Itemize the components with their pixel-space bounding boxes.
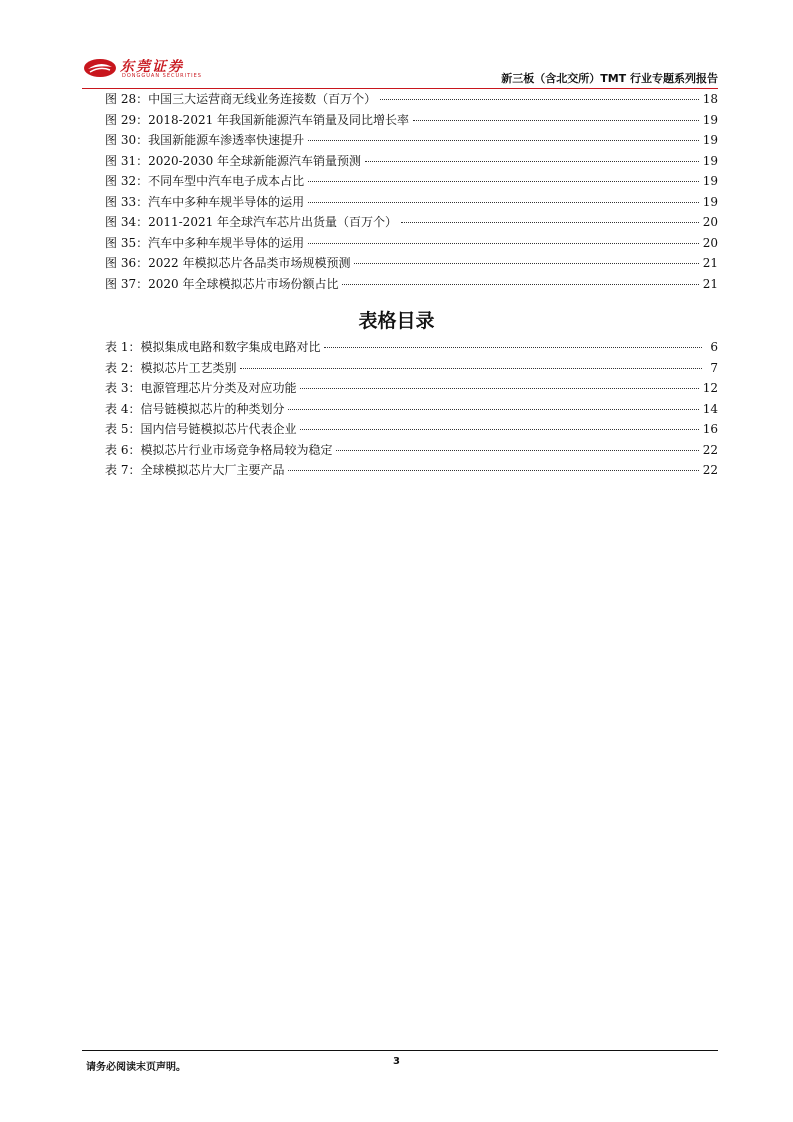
dot-leader (288, 409, 698, 410)
brand-logo-icon (82, 56, 118, 80)
figure-entry-label: 图 35：汽车中多种车规半导体的运用 (105, 235, 305, 250)
table-list (105, 338, 718, 482)
table-entry-label: 表 1：模拟集成电路和数字集成电路对比 (105, 340, 321, 354)
figure-entry-page: 20 (702, 235, 718, 250)
figure-entry-page: 19 (702, 133, 718, 147)
figure-entry-page: 20 (702, 215, 718, 229)
figure-entry[interactable] (105, 254, 718, 275)
table-entry-page: 12 (702, 381, 718, 395)
figure-entry[interactable] (105, 275, 718, 296)
figure-entry[interactable] (105, 193, 718, 214)
table-entry[interactable] (105, 359, 718, 380)
figure-entry[interactable] (105, 90, 718, 111)
dot-leader (308, 243, 699, 244)
disclaimer-note: 请务必阅读末页声明。 (86, 1062, 186, 1073)
table-entry[interactable] (105, 400, 718, 421)
table-list-title: 表格目录 (358, 310, 435, 332)
dot-leader (300, 429, 698, 430)
table-entry-label: 表 6：模拟芯片行业市场竞争格局较为稳定 (105, 442, 333, 457)
header-divider (82, 88, 718, 89)
dot-leader (240, 368, 702, 369)
figure-entry-label: 图 36：2022 年模拟芯片各品类市场规模预测 (105, 256, 351, 270)
figure-entry-label: 图 31：2020-2030 年全球新能源汽车销量预测 (105, 153, 362, 168)
footer-divider (82, 1050, 718, 1051)
dot-leader (401, 222, 699, 223)
figure-entry-label: 图 32：不同车型中汽车电子成本占比 (105, 174, 305, 188)
dot-leader (308, 140, 699, 141)
page-header (82, 56, 718, 88)
figure-entry-page: 21 (702, 256, 718, 270)
figure-entry-label: 图 30：我国新能源车渗透率快速提升 (105, 133, 305, 147)
figure-entry-label: 图 33：汽车中多种车规半导体的运用 (105, 194, 305, 209)
table-entry[interactable] (105, 338, 718, 359)
figure-entry-label: 图 29：2018-2021 年我国新能源汽车销量及同比增长率 (105, 112, 410, 127)
table-entry-page: 7 (710, 360, 718, 375)
brand-name: 东莞证券 (120, 59, 184, 75)
dot-leader (308, 202, 699, 203)
figure-entry-page: 19 (702, 153, 718, 168)
brand-sub: DONGGUAN SECURITIES (122, 73, 202, 79)
figure-list (105, 90, 718, 295)
dot-leader (413, 120, 699, 121)
table-entry[interactable] (105, 441, 718, 462)
table-entry[interactable] (105, 420, 718, 441)
dot-leader (336, 450, 698, 451)
dot-leader (380, 99, 699, 100)
figure-entry[interactable] (105, 131, 718, 152)
table-entry[interactable] (105, 461, 718, 482)
figure-entry[interactable] (105, 111, 718, 132)
figure-entry-page: 19 (702, 112, 718, 127)
dot-leader (288, 470, 698, 471)
figure-entry[interactable] (105, 234, 718, 255)
figure-entry-page: 19 (702, 194, 718, 209)
page-number: 3 (393, 1056, 400, 1067)
table-entry-page: 22 (702, 463, 718, 477)
table-entry-label: 表 5：国内信号链模拟芯片代表企业 (105, 422, 297, 436)
dot-leader (342, 284, 698, 285)
report-title: 新三板（含北交所）TMT 行业专题系列报告 (501, 72, 718, 85)
figure-entry[interactable] (105, 213, 718, 234)
dot-leader (354, 263, 698, 264)
table-entry-page: 22 (702, 442, 718, 457)
table-entry-label: 表 2：模拟芯片工艺类别 (105, 360, 237, 375)
figure-entry-label: 图 28：中国三大运营商无线业务连接数（百万个） (105, 92, 377, 106)
figure-entry-label: 图 37：2020 年全球模拟芯片市场份额占比 (105, 276, 339, 291)
figure-entry-label: 图 34：2011-2021 年全球汽车芯片出货量（百万个） (105, 215, 398, 229)
dot-leader (308, 181, 699, 182)
dot-leader (365, 161, 699, 162)
figure-entry[interactable] (105, 172, 718, 193)
brand-logo (82, 56, 222, 88)
table-entry-page: 14 (702, 401, 718, 416)
figure-entry-page: 18 (702, 92, 718, 106)
figure-entry-page: 21 (702, 276, 718, 291)
dot-leader (324, 347, 702, 348)
table-entry-label: 表 4：信号链模拟芯片的种类划分 (105, 401, 285, 416)
dot-leader (300, 388, 698, 389)
figure-entry-page: 19 (702, 174, 718, 188)
table-entry-page: 16 (702, 422, 718, 436)
figure-entry[interactable] (105, 152, 718, 173)
table-entry-page: 6 (710, 340, 718, 354)
table-entry-label: 表 7：全球模拟芯片大厂主要产品 (105, 463, 285, 477)
table-entry[interactable] (105, 379, 718, 400)
table-entry-label: 表 3：电源管理芯片分类及对应功能 (105, 381, 297, 395)
